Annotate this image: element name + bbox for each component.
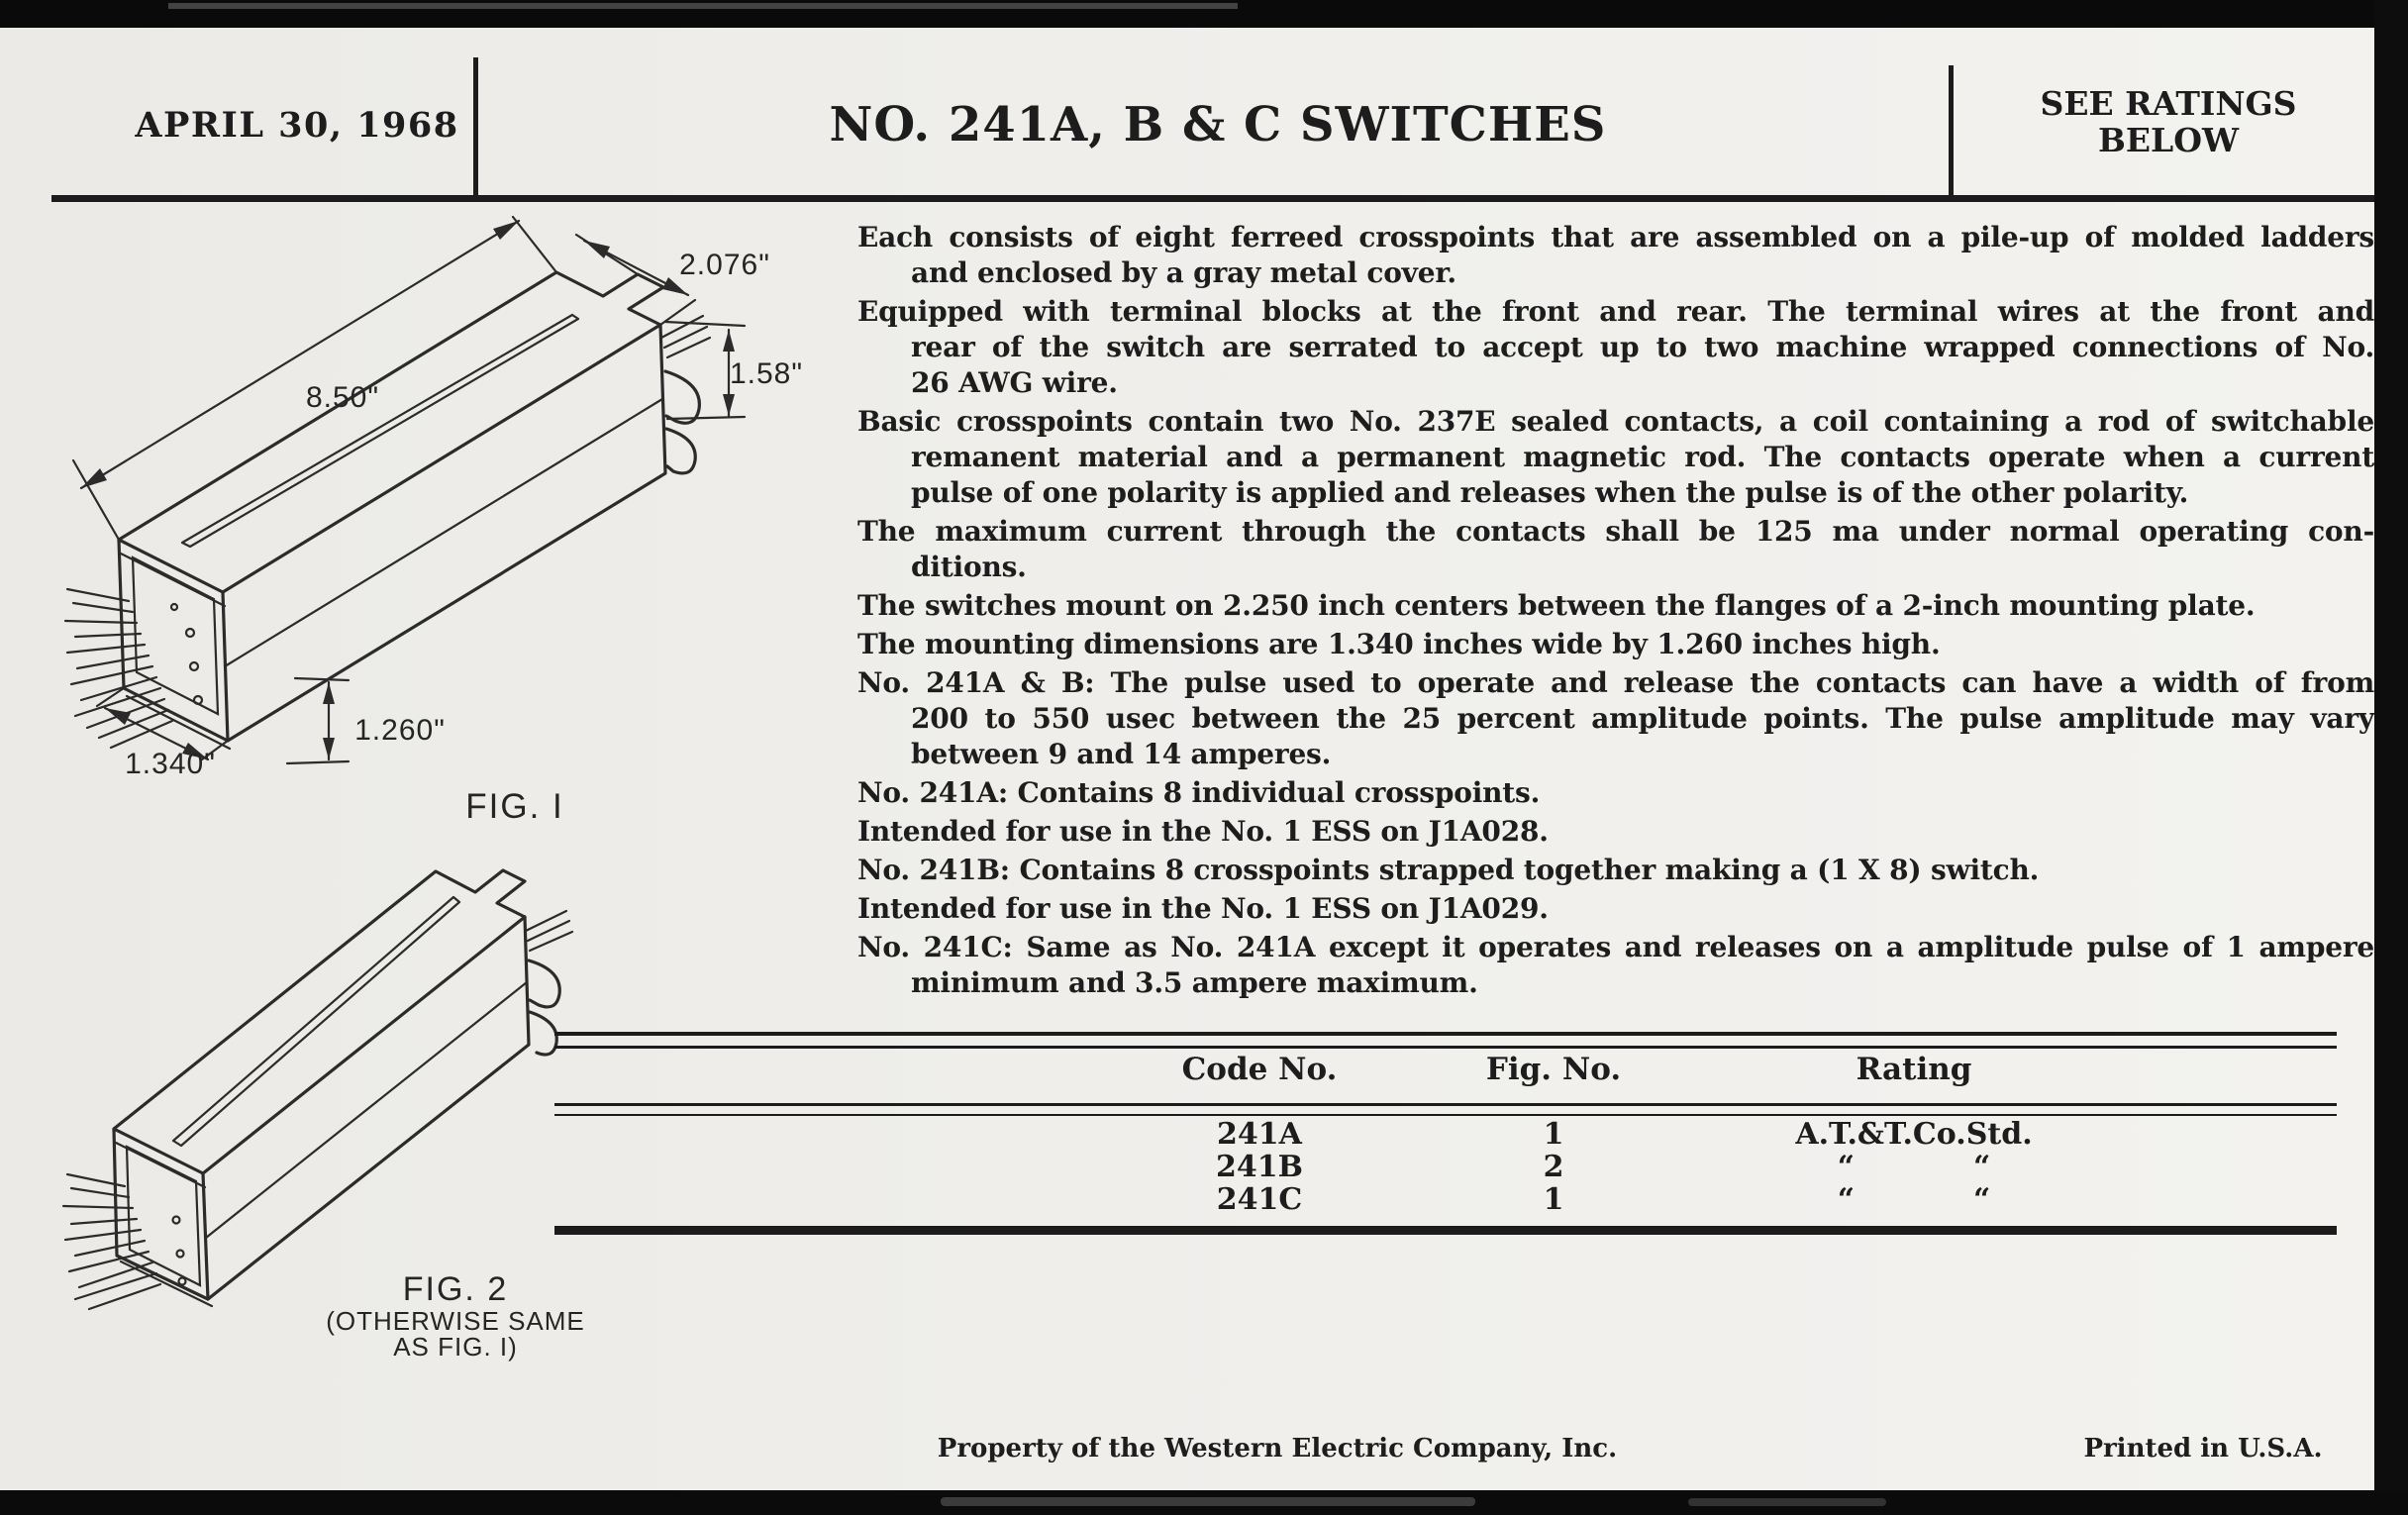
cell-fig: 1 — [1543, 1182, 1564, 1217]
text-line: and enclosed by a gray metal cover. — [911, 256, 1456, 289]
col-header-fig: Fig. No. — [1485, 1052, 1622, 1087]
ratings-note-line1: SEE RATINGS — [2040, 84, 2297, 123]
fig1-dim-front-width: 1.340" — [125, 748, 216, 777]
scan-artifact — [941, 1497, 1475, 1506]
text-line: minimum and 3.5 ampere maximum. — [911, 966, 1478, 999]
header-divider-left — [473, 57, 478, 200]
scan-border-right — [2374, 0, 2408, 1515]
text-line: between 9 and 14 amperes. — [911, 738, 1332, 770]
text-line: No. 241B: Contains 8 crosspoints strapped together making a (1 X 8) switch. — [857, 854, 2040, 886]
ratings-note-line2: BELOW — [2097, 121, 2240, 159]
table-header-row — [554, 1052, 2337, 1085]
text-line: No. 241A: Contains 8 individual crosspoints. — [857, 776, 1541, 809]
table-rule-mid — [554, 1103, 2337, 1116]
printed-in-usa: Printed in U.S.A. — [2083, 1434, 2323, 1464]
table-rule-bottom — [554, 1226, 2337, 1235]
text-line: No. 241C: Same as No. 241A except it operates and releases on a amplitude pulse of 1 ampere — [857, 931, 2374, 963]
paragraph — [857, 627, 2374, 662]
fig1-caption: FIG. I — [465, 787, 564, 826]
col-header-code: Code No. — [1181, 1052, 1338, 1087]
text-line: Each consists of eight ferreed crosspoints that are assembled on a pile-up of molded ladders — [857, 221, 2374, 253]
text-line: No. 241A & B: The pulse used to operate and release the contacts can have a width of from — [857, 666, 2374, 699]
cell-rating: A.T.&T.Co.Std. — [1795, 1117, 2033, 1152]
page-title: NO. 241A, B & C SWITCHES — [829, 97, 1607, 152]
text-line: The switches mount on 2.250 inch centers between the flanges of a 2-inch mounting plate. — [857, 589, 2256, 622]
cell-rating: “ “ — [1837, 1150, 1991, 1184]
ratings-table — [554, 1032, 2337, 1242]
paragraph — [857, 404, 2374, 511]
document-date: APRIL 30, 1968 — [135, 105, 459, 146]
cell-rating: “ “ — [1837, 1182, 1991, 1217]
col-header-rating: Rating — [1856, 1052, 1972, 1087]
header-rule — [51, 195, 2374, 202]
fig2-caption: FIG. 2 — [402, 1270, 509, 1308]
text-line: remanent material and a permanent magnetic rod. The contacts operate when a current — [911, 441, 2374, 473]
text-line: The mounting dimensions are 1.340 inches wide by 1.260 inches high. — [857, 628, 1941, 660]
scan-artifact — [1688, 1498, 1886, 1506]
property-notice: Property of the Western Electric Company, Inc. — [937, 1434, 1618, 1464]
text-line: Intended for use in the No. 1 ESS on J1A028. — [857, 815, 1549, 848]
description-text — [857, 220, 2374, 1004]
scan-border-bottom — [0, 1490, 2408, 1515]
fig2-note-line2: AS FIG. I) — [393, 1332, 518, 1362]
paragraph — [857, 891, 2374, 927]
text-line: 200 to 550 usec between the 25 percent amplitude points. The pulse amplitude may vary — [911, 702, 2374, 735]
table-row — [554, 1117, 2337, 1151]
paragraph — [857, 930, 2374, 1001]
ratings-note — [2010, 85, 2327, 158]
fig2-note-line1: (OTHERWISE SAME — [326, 1306, 585, 1336]
fig1-dim-rear-height: 1.58" — [729, 357, 804, 390]
cell-fig: 1 — [1543, 1117, 1564, 1152]
cell-code: 241C — [1216, 1182, 1303, 1217]
text-line: Intended for use in the No. 1 ESS on J1A029. — [857, 892, 1549, 925]
text-line: ditions. — [911, 551, 1027, 583]
header-divider-right — [1949, 65, 1954, 200]
cell-fig: 2 — [1543, 1150, 1564, 1184]
text-line: 26 AWG wire. — [911, 366, 1118, 399]
fig1-dim-length: 8.50" — [305, 381, 380, 414]
scan-artifact — [168, 3, 1238, 9]
text-line: pulse of one polarity is applied and releases when the pulse is of the other polarity. — [911, 476, 2189, 509]
text-line: rear of the switch are serrated to accept up to two machine wrapped connections of No. — [911, 331, 2374, 363]
scan-border-top — [0, 0, 2408, 28]
cell-code: 241A — [1217, 1117, 1302, 1152]
paragraph — [857, 588, 2374, 624]
fig1-dim-front-height: 1.260" — [354, 714, 446, 747]
text-line: Equipped with terminal blocks at the front and rear. The terminal wires at the front and — [857, 295, 2374, 328]
table-row — [554, 1150, 2337, 1183]
paragraph — [857, 665, 2374, 772]
table-row — [554, 1182, 2337, 1216]
cell-code: 241B — [1216, 1150, 1303, 1184]
fig2-caption-block — [307, 1270, 604, 1360]
paragraph — [857, 814, 2374, 850]
table-rule-top — [554, 1032, 2337, 1049]
fig1-dim-rear-width: 2.076" — [679, 249, 770, 281]
paragraph — [857, 514, 2374, 585]
paragraph — [857, 775, 2374, 811]
text-line: Basic crosspoints contain two No. 237E sealed contacts, a coil containing a rod of switchable — [857, 405, 2374, 438]
paragraph — [857, 220, 2374, 291]
fig1-isometric-drawing — [59, 213, 812, 777]
paragraph — [857, 294, 2374, 401]
text-line: The maximum current through the contacts shall be 125 ma under normal operating con- — [857, 515, 2374, 548]
paragraph — [857, 853, 2374, 888]
